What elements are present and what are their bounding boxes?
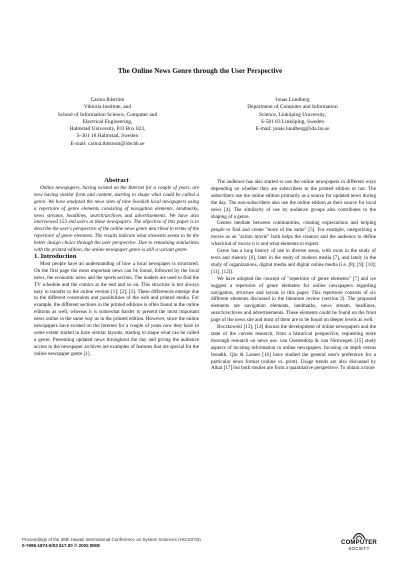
author-name: Jonas Lundberg [275, 97, 310, 103]
author-affiliation: Department of Computer and Information [247, 104, 338, 111]
body-paragraph: Genre has a long history of use in diverse areas, with roots in the study of texts and rhetoric [6], later in the study of modern media [7], and lately in the study of organizations, digital media and digital online media (i.e. [8]; [9]; [10]; [11]; [12]). [211, 248, 376, 275]
author-affiliation: Electrical Engineering, [82, 118, 133, 125]
author-affiliation: Science, Linköping University, [258, 111, 327, 118]
author-affiliation: Viktoria Institute, and [83, 104, 132, 111]
author-block-lundberg [205, 97, 380, 133]
page-footer [22, 537, 201, 549]
paper-title: The Online News Genre through the User Perspective [117, 67, 283, 75]
abstract-paragraph: Online newspapers, having existed on the Internet for a couple of years, are now having similar form and content, starting to shape what could be called a genre. We have analyzed the news sites of nine Swedish local newspapers using a repertoire of genre elements consisting of navigation elements, landmarks, news streams, headlines, search/archives and advertisements. We have also interviewed 153 end users at these newspapers. The objective of this paper is to describe the user's perspective of the online news genre described in terms of the repertoire of genre elements. The results indicate what elements seems to be the better design choice through the user perspective. Due to remaining similarities with the printed edition, the online newspaper genre is still a variant genre. [34, 184, 199, 254]
body-paragraph: Genres mediate between communities, creating expectations and helping people to find and create "more of the same" [5]. For example, categorizing a movie as an "action movie" both helps the creators and the audience to define what kind of movie it is and what elements to expect. [211, 220, 376, 248]
computer-society-emblem-icon [352, 528, 366, 540]
intro-paragraph: Most people have an understanding of how a local newspaper is structured. On the first page the most important news can be found, followed by the local news, the economic news and the sports section. The readers are used to find the TV schedule and the comics at the end and so on. This structure is not always easy to transfer to the online version [1]; [2]; [3]. These differences emerge due to the different constraints and possibilities of the web and printed media. For example, the different sections in the printed editions is often found in the online editions as well, whereas it is somewhat harder to present the most important news online in the same way as in the printed edition. However, since the online newspapers have existed on the Internet for a couple of years now they have to some extent started to have similar layouts, starting to shape what can be called a genre. Presenting updated news throughout the day and giving the audience access to the newspaper archives are examples of features that are special for the online newspaper genre [1]. [34, 260, 199, 357]
abstract-body [34, 185, 199, 254]
author-address: S-301 18 Halmstad, Sweden [76, 133, 139, 140]
section-heading-introduction: 1. Introduction [34, 252, 77, 260]
right-column [211, 179, 376, 372]
author-address: S-581 83 Linköping, Sweden [260, 118, 325, 125]
author-email: E-mail: jonas.lundberg@ida.liu.se [255, 126, 330, 133]
author-name: Carina Ihlström [90, 97, 125, 103]
body-paragraph: Boczkowski [13]; [14] discuss the development of online newspapers and the state of the current research, from a historical perspective, requesting more thorough research on news use. van Oostendorp & van Nimwegen [15] study aspects of locating information in online newspapers, focusing on depth versus breadth. Qiu & Larsen [16] have studied the general user's preference for a particular news format (online vs. print). Usage trends are also discussed by Aikat [17] but both studies are from a quantitative perspective. To obtain a more [211, 324, 376, 372]
author-email: E-mail: carina.ihlstrom@ide.hh.se [70, 140, 145, 147]
abstract-heading: Abstract [104, 177, 129, 184]
proceedings-line: Proceedings of the 36th Hawaii International Conference on System Sciences (HICSS'03) [22, 537, 201, 542]
author-block-ihlstrom [20, 97, 195, 148]
logo-text-computer: COMPUTER [341, 540, 377, 546]
computer-society-logo [336, 528, 382, 551]
left-column [34, 178, 199, 358]
author-affiliation: School of Information Science, Computer and [57, 111, 158, 118]
author-address: Halmstad University, P.O Box 823, [69, 126, 146, 133]
logo-text-society: SOCIETY [348, 546, 370, 551]
isbn-line: 0-7695-1874-5/03 $17.00 © 2002 IEEE [22, 543, 101, 549]
body-paragraph: The audience has also started to use the online newspapers in different ways depending on whether they are subscribers to the printed edition or not. The subscribers use the online edition primarily as a source for updated news during the day. The non-subscribers also use the online edition as their source for local news [4]. The similarity of use by audience groups also contributes to the shaping of a genre. [211, 179, 376, 220]
body-paragraph: We have adopted the concept of "repertoire of genre elements" [7] and we suggest a repertoire of genre elements for online newspapers regarding navigation, structure and layout in this paper. This repertoire consists of six different elements discussed in the literature review (section 2). The proposed elements are navigation elements, landmarks, news stream, headlines, search/archives and advertisements. These elements could be found on the front page of the news site and most of them are to be found on deeper levels as well. [211, 275, 376, 324]
